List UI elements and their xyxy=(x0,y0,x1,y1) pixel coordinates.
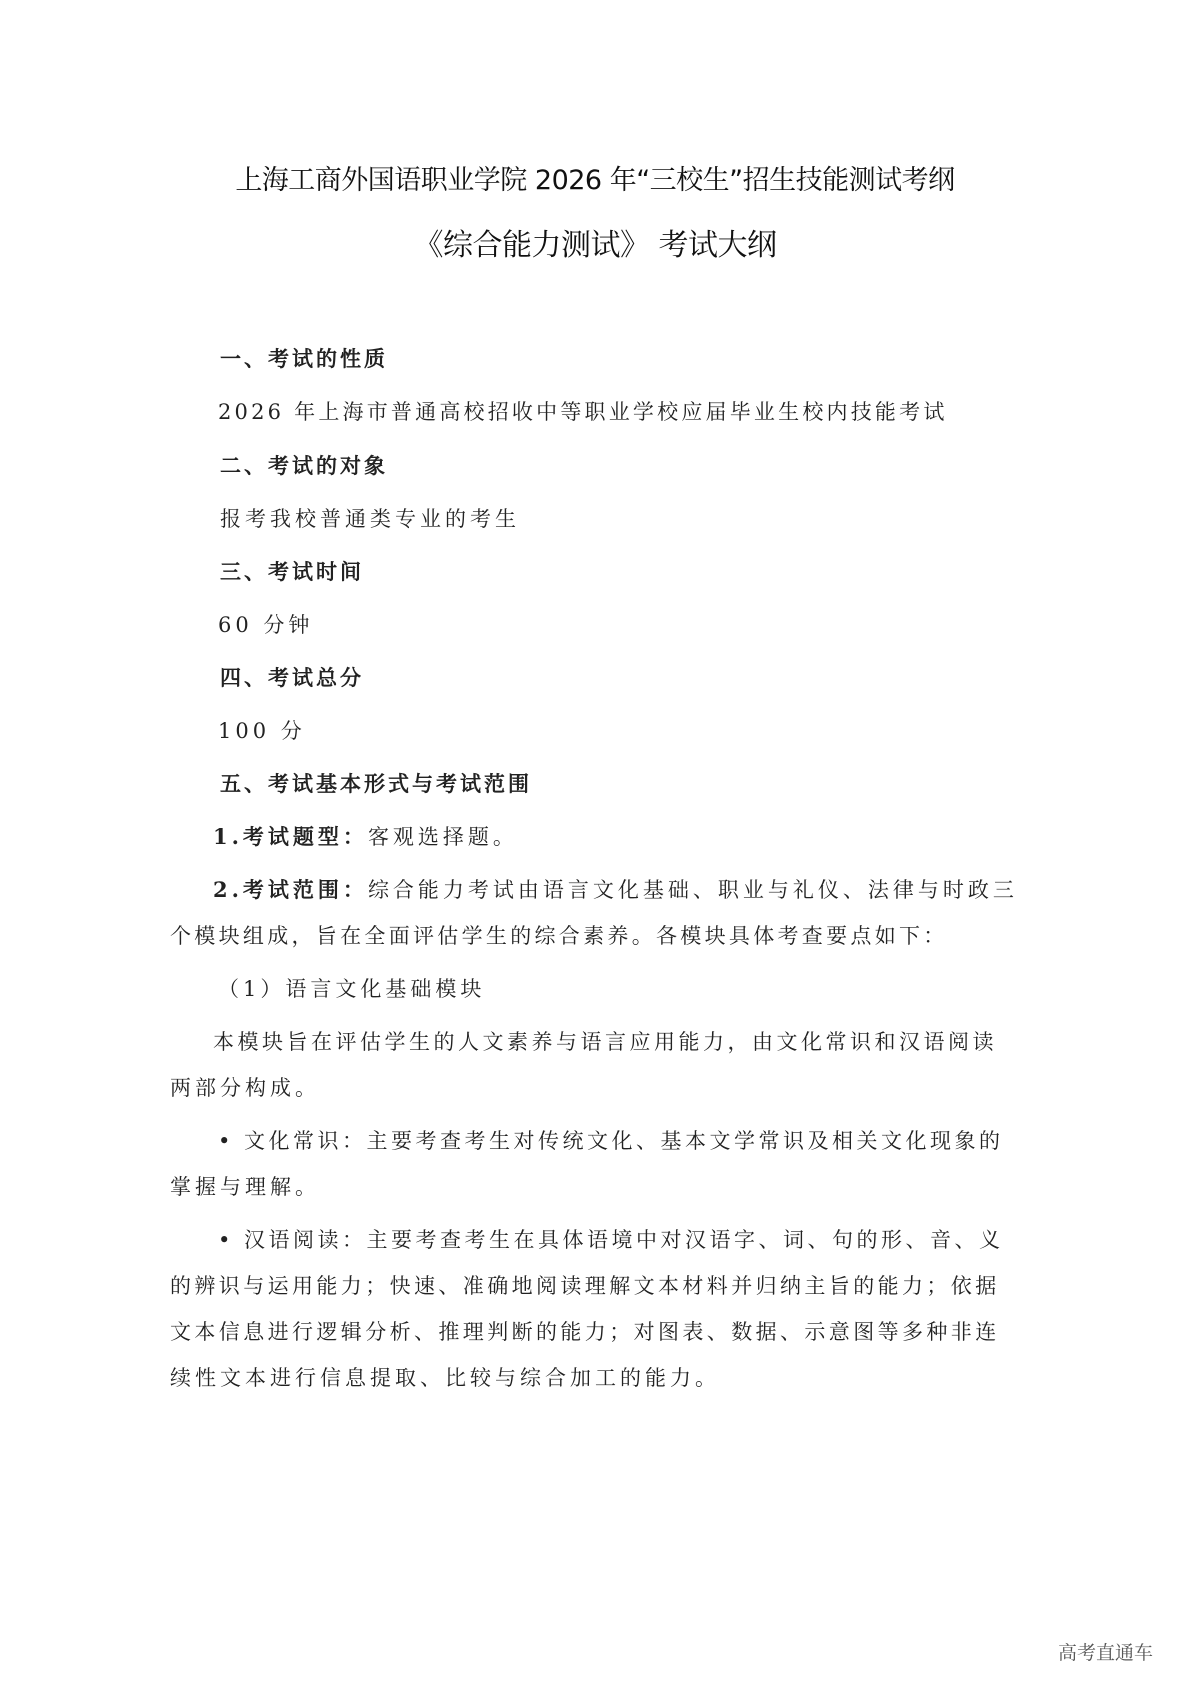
module1-intro-line2: 两部分构成。 xyxy=(170,1076,320,1100)
bullet-reading-line3: 文本信息进行逻辑分析、推理判断的能力；对图表、数据、示意图等多种非连 xyxy=(170,1320,1000,1344)
module1-heading: （1）语言文化基础模块 xyxy=(218,977,486,1001)
item-question-type-label: 1.考试题型： xyxy=(213,824,368,849)
section-body-score: 100 分 xyxy=(218,719,306,743)
section-heading-format: 五、考试基本形式与考试范围 xyxy=(220,771,532,796)
section-heading-nature: 一、考试的性质 xyxy=(220,346,388,371)
item-scope-text: 综合能力考试由语言文化基础、职业与礼仪、法律与时政三 xyxy=(367,878,1018,902)
item-scope-line1 xyxy=(213,874,1018,904)
section-heading-score: 四、考试总分 xyxy=(220,665,364,690)
document-title: 上海工商外国语职业学院 2026 年“三校生”招生技能测试考纲 xyxy=(235,165,955,196)
section-body-time: 60 分钟 xyxy=(218,613,314,637)
watermark: 高考直通车 xyxy=(1058,1642,1154,1664)
bullet-reading-line1: • 汉语阅读：主要考查考生在具体语境中对汉语字、词、句的形、音、义 xyxy=(218,1228,1004,1252)
bullet-reading-line2: 的辨识与运用能力；快速、准确地阅读理解文本材料并归纳主旨的能力；依据 xyxy=(170,1274,1000,1298)
section-body-target: 报考我校普通类专业的考生 xyxy=(220,507,520,531)
item-question-type xyxy=(213,821,518,851)
bullet-reading-line4: 续性文本进行信息提取、比较与综合加工的能力。 xyxy=(170,1366,720,1390)
item-scope-label: 2.考试范围： xyxy=(213,877,368,902)
item-scope-line2: 个模块组成，旨在全面评估学生的综合素养。各模块具体考查要点如下： xyxy=(170,924,948,948)
section-heading-time: 三、考试时间 xyxy=(220,559,364,584)
section-body-nature: 2026 年上海市普通高校招收中等职业学校应届毕业生校内技能考试 xyxy=(218,400,948,424)
section-heading-target: 二、考试的对象 xyxy=(220,453,388,478)
item-question-type-text: 客观选择题。 xyxy=(367,825,518,849)
bullet-culture-line2: 掌握与理解。 xyxy=(170,1175,320,1199)
module1-intro-line1: 本模块旨在评估学生的人文素养与语言应用能力，由文化常识和汉语阅读 xyxy=(213,1030,997,1054)
bullet-culture-line1: • 文化常识：主要考查考生对传统文化、基本文学常识及相关文化现象的 xyxy=(218,1129,1004,1153)
document-subtitle: 《综合能力测试》 考试大纲 xyxy=(413,228,777,263)
